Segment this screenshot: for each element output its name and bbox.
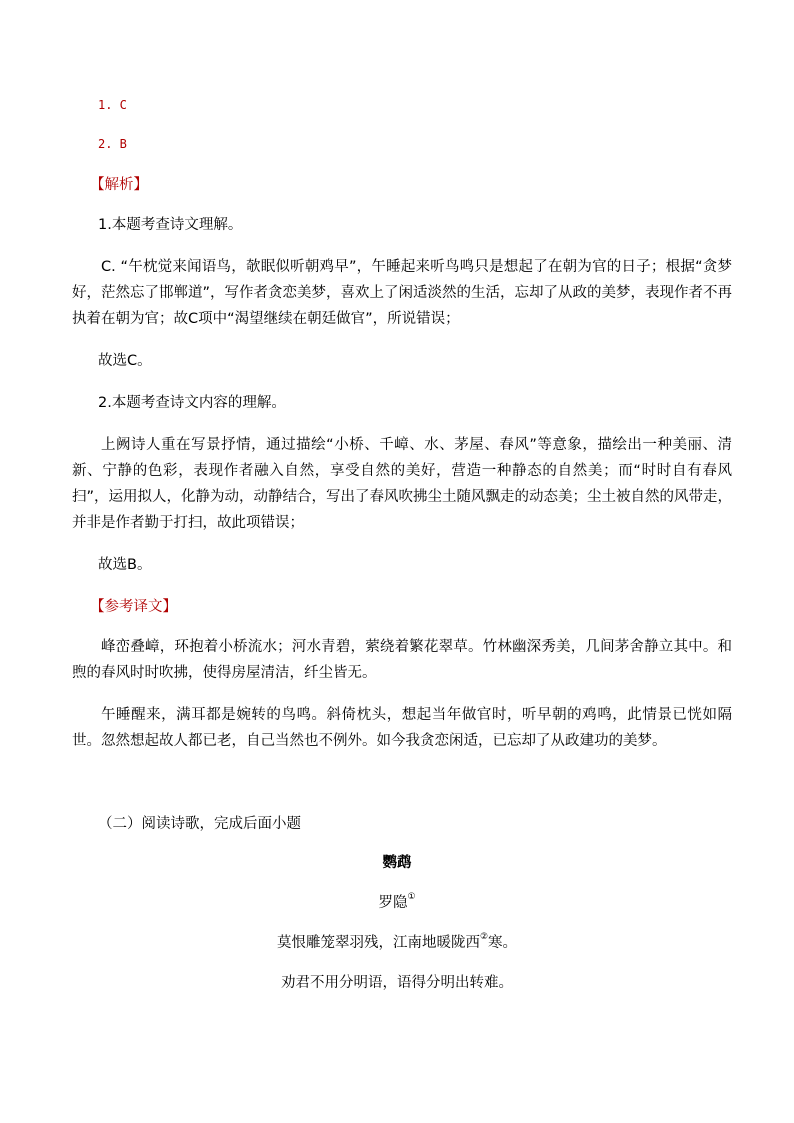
translation-para-2: 午睡醒来，满耳都是婉转的鸟鸣。斜倚枕头，想起当年做官时，听早朝的鸡鸣，此情景已恍如隔世。忽然想起故人都已老，自己当然也不例外。如今我贪恋闲适，已忘却了从政建功的美梦。 [72, 707, 732, 749]
q1-head: 1.本题考查诗文理解。 [98, 217, 243, 233]
poem-author [0, 890, 794, 916]
poem-author-name: 罗隐 [378, 895, 408, 911]
section-title: （二）阅读诗歌，完成后面小题 [98, 816, 301, 832]
poem-line-1-b: 寒。 [488, 935, 518, 951]
line-footnote-marker: ② [479, 932, 489, 942]
translation-header: 【参考译文】 [90, 599, 177, 615]
poem-line-1-a: 莫恨雕笼翠羽残，江南地暖陇西 [276, 935, 480, 951]
q1-conclusion: 故选C。 [98, 353, 152, 369]
q2-body: 上阙诗人重在写景抒情，通过描绘“小桥、千嶂、水、茅屋、春风”等意象，描绘出一种美丽、清新、宁静的色彩，表现作者融入自然，享受自然的美好，营造一种静态的自然美；而“时时自有春风扫”，运用拟人，化静为动，动静结合，写出了春风吹拂尘土随风飘走的动态美；尘土被自然的风带走，并非是作者勤于打扫，故此项错误； [72, 437, 733, 531]
q1-body: C. “午枕觉来闻语鸟，欹眠似听朝鸡早”，午睡起来听鸟鸣只是想起了在朝为官的日子；根据“贪梦好，茫然忘了邯郸道”，写作者贪恋美梦，喜欢上了闲适淡然的生活，忘却了从政的美梦，表现作者不再执着在朝为官；故C项中“渴望继续在朝廷做官”，所说错误； [72, 259, 733, 327]
poem-line-1 [0, 930, 794, 956]
translation-para-1: 峰峦叠嶂，环抱着小桥流水；河水青碧，萦绕着繁花翠草。竹林幽深秀美，几间茅舍静立其中。和煦的春风时时吹拂，使得房屋清洁，纤尘皆无。 [72, 639, 732, 681]
q2-conclusion: 故选B。 [98, 557, 152, 573]
answer-2: 2. B [98, 137, 127, 151]
q2-head: 2.本题考查诗文内容的理解。 [98, 395, 286, 411]
poem-title: 鹦鹉 [382, 855, 412, 871]
answer-1: 1. C [98, 98, 127, 112]
analysis-header: 【解析】 [90, 177, 148, 193]
author-footnote-marker: ① [407, 892, 416, 902]
poem-line-2: 劝君不用分明语，语得分明出转难。 [281, 975, 513, 991]
